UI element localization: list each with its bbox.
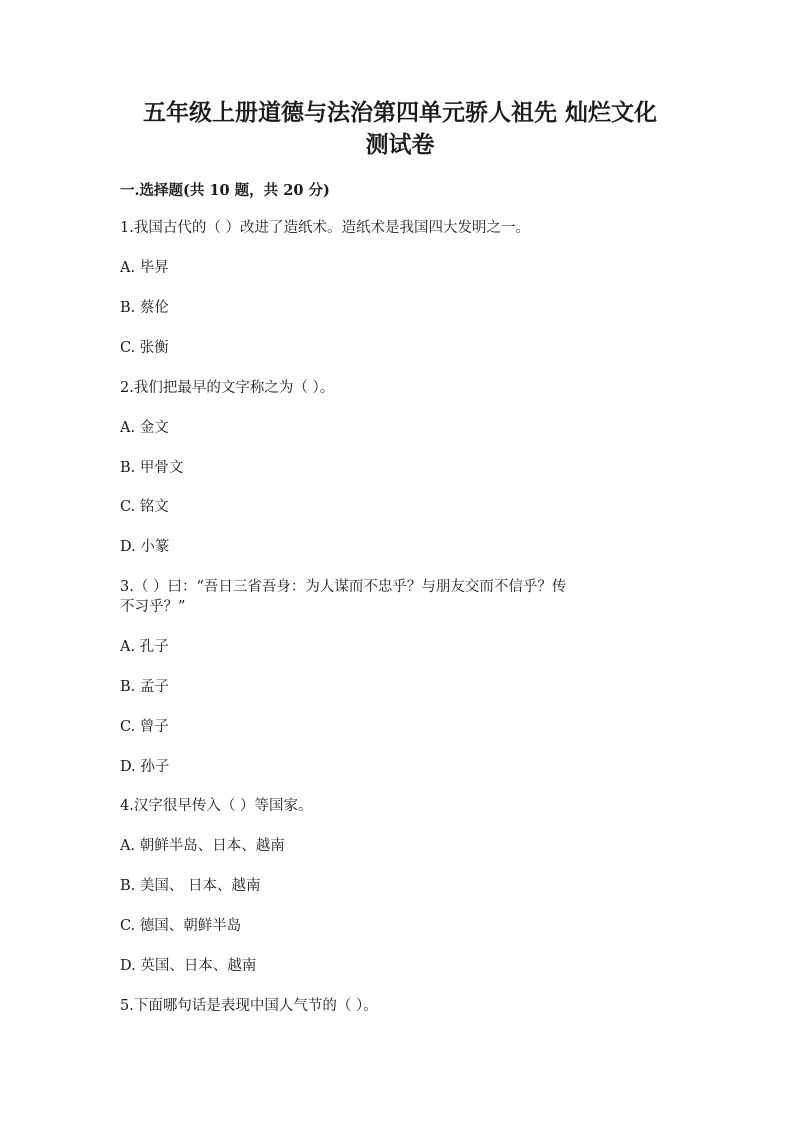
- question-1-option-a: A. 毕昇: [120, 260, 169, 276]
- question-3-stem-line-1: 3.（ ）曰：“吾日三省吾身：为人谋而不忠乎？与朋友交而不信乎？传: [120, 579, 567, 595]
- question-4-stem: 4.汉字很早传入（ ）等国家。: [120, 798, 313, 814]
- question-3-stem-line-2: 不习乎？”: [120, 599, 186, 615]
- question-2-option-b: B. 甲骨文: [120, 460, 184, 476]
- question-4-option-b: B. 美国、 日本、越南: [120, 878, 261, 894]
- question-3-option-d: D. 孙子: [120, 759, 170, 775]
- question-1-option-b: B. 蔡伦: [120, 300, 169, 316]
- question-4-option-a: A. 朝鲜半岛、日本、越南: [120, 838, 285, 854]
- question-2-option-a: A. 金文: [120, 420, 169, 436]
- question-3-option-c: C. 曾子: [120, 719, 169, 735]
- question-3-option-a: A. 孔子: [120, 639, 169, 655]
- section-heading: 一.选择题(共 10 题，共 20 分): [120, 182, 330, 199]
- question-5-stem: 5.下面哪句话是表现中国人气节的（ ）。: [120, 998, 378, 1014]
- question-2-option-c: C. 铭文: [120, 499, 169, 515]
- question-2-stem: 2.我们把最早的文字称之为（ ）。: [120, 380, 335, 396]
- page-title-line-2: 测试卷: [365, 131, 435, 158]
- question-3-stem: [120, 577, 680, 617]
- question-4-option-d: D. 英国、日本、越南: [120, 958, 257, 974]
- question-2-option-d: D. 小篆: [120, 539, 170, 555]
- question-1-stem: 1.我国古代的（ ）改进了造纸术。造纸术是我国四大发明之一。: [120, 220, 530, 236]
- question-1-option-c: C. 张衡: [120, 340, 169, 356]
- page-title-line-1: 五年级上册道德与法治第四单元骄人祖先 灿烂文化: [142, 99, 657, 126]
- question-3-option-b: B. 孟子: [120, 679, 169, 695]
- question-4-option-c: C. 德国、朝鲜半岛: [120, 918, 242, 934]
